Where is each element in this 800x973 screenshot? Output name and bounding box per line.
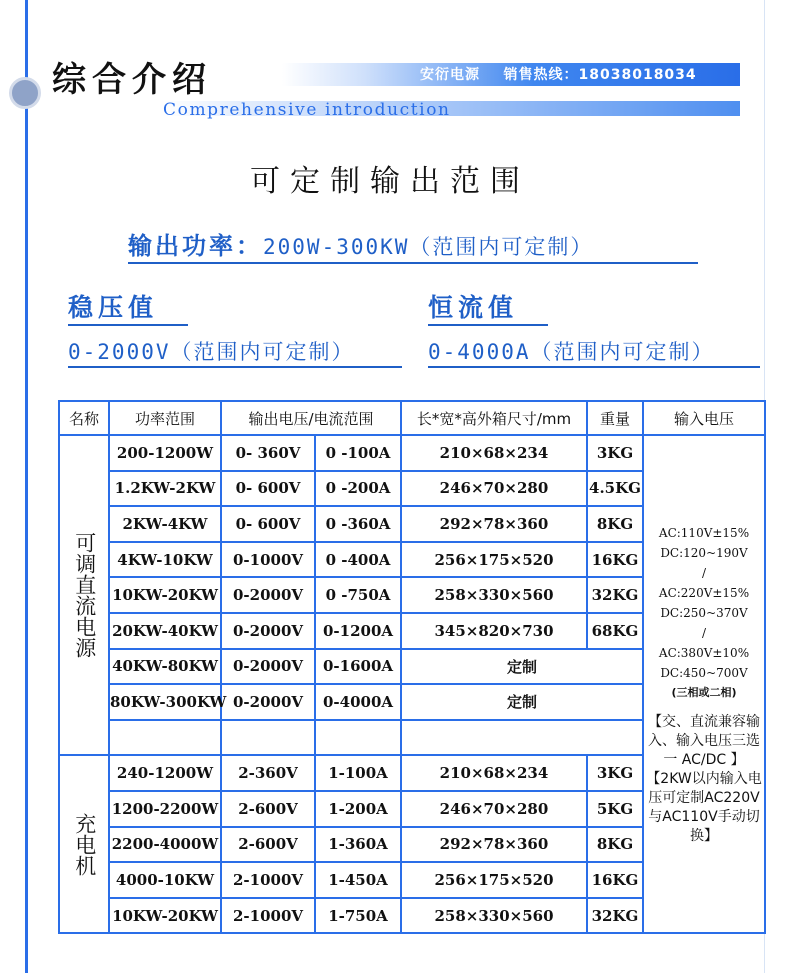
cell-current: 1-750A: [315, 898, 401, 934]
cell-custom: 定制: [401, 684, 643, 720]
cell-power: 4KW-10KW: [109, 542, 221, 578]
section-subtitle: Comprehensive introduction: [163, 100, 451, 120]
cell-voltage: 0-2000V: [221, 577, 315, 613]
input-voltage-note: [643, 435, 765, 933]
cell-power: 2KW-4KW: [109, 506, 221, 542]
cell-current: 1-450A: [315, 862, 401, 898]
cell-size: 256×175×520: [401, 862, 587, 898]
output-power-value: 200W-300KW（范围内可定制）: [263, 235, 594, 259]
output-power-line: [128, 226, 698, 264]
cell-weight: 8KG: [587, 827, 643, 863]
note-line: AC:220V±15%: [658, 585, 750, 600]
category-dc-power-supply: 可调直流电源: [59, 435, 109, 755]
cell-weight: 32KG: [587, 577, 643, 613]
cell-power: 10KW-20KW: [109, 898, 221, 934]
cell-size: 246×70×280: [401, 791, 587, 827]
cell-power: 10KW-20KW: [109, 577, 221, 613]
note-line: DC:120~190V: [660, 545, 748, 560]
cell-current: 1-200A: [315, 791, 401, 827]
header-weight: 重量: [587, 401, 643, 435]
cell-weight: 16KG: [587, 542, 643, 578]
cell-current: 1-100A: [315, 755, 401, 791]
hotline-label: 销售热线：: [503, 67, 579, 83]
cell-voltage: 0-2000V: [221, 684, 315, 720]
cell-weight: 16KG: [587, 862, 643, 898]
cell-voltage: 2-600V: [221, 791, 315, 827]
cell-size: 210×68×234: [401, 435, 587, 471]
cell-voltage: 0-1000V: [221, 542, 315, 578]
cell-current: 0-1600A: [315, 649, 401, 685]
cell-power: 40KW-80KW: [109, 649, 221, 685]
cell-power: 20KW-40KW: [109, 613, 221, 649]
note-line: AC:110V±15%: [658, 525, 750, 540]
cell-voltage: 0- 600V: [221, 471, 315, 507]
header-input-voltage: 输入电压: [643, 401, 765, 435]
category-charger: 充电机: [59, 755, 109, 933]
cell-size: 258×330×560: [401, 577, 587, 613]
cell-current: 0 -100A: [315, 435, 401, 471]
cell-voltage: 0- 360V: [221, 435, 315, 471]
cell-current: 1-360A: [315, 827, 401, 863]
table-row: [59, 435, 765, 471]
cell-current: 0-1200A: [315, 613, 401, 649]
contact-info: [420, 64, 697, 84]
constant-current-value: 0-4000A（范围内可定制）: [428, 336, 760, 368]
note-line: AC:380V±10%: [658, 645, 750, 660]
cell-size: 258×330×560: [401, 898, 587, 934]
cell-weight: 8KG: [587, 506, 643, 542]
note-line: DC:250~370V: [660, 605, 748, 620]
note-phase: (三相或二相): [671, 685, 737, 699]
cell-size: 246×70×280: [401, 471, 587, 507]
cell-power: 2200-4000W: [109, 827, 221, 863]
cell-current: 0-4000A: [315, 684, 401, 720]
cell-voltage: 2-360V: [221, 755, 315, 791]
cell-empty: [401, 720, 643, 756]
header-circle-ornament: [9, 77, 41, 109]
cell-current: 0 -360A: [315, 506, 401, 542]
spec-table: [58, 400, 766, 934]
cell-current: 0 -750A: [315, 577, 401, 613]
header-power: 功率范围: [109, 401, 221, 435]
cell-power: 1.2KW-2KW: [109, 471, 221, 507]
cell-custom: 定制: [401, 649, 643, 685]
cell-power: 240-1200W: [109, 755, 221, 791]
output-power-label: 输出功率：: [128, 232, 263, 260]
cell-size: 292×78×360: [401, 827, 587, 863]
cell-voltage: 0- 600V: [221, 506, 315, 542]
left-accent-line: [25, 0, 28, 973]
cell-power: 80KW-300KW: [109, 684, 221, 720]
cell-current: 0 -400A: [315, 542, 401, 578]
table-header-row: [59, 401, 765, 435]
cell-empty: [315, 720, 401, 756]
note-2kw-custom: 【2KW以内输入电压可定制AC220V与AC110V手动切换】: [646, 770, 762, 844]
cell-voltage: 2-1000V: [221, 862, 315, 898]
cell-size: 292×78×360: [401, 506, 587, 542]
cell-weight: 3KG: [587, 435, 643, 471]
cell-voltage: 0-2000V: [221, 649, 315, 685]
cell-weight: 32KG: [587, 898, 643, 934]
constant-current-label: 恒流值: [428, 288, 548, 326]
section-title: 综合介绍: [52, 60, 212, 100]
regulated-voltage-value: 0-2000V（范围内可定制）: [68, 336, 402, 368]
cell-power: 1200-2200W: [109, 791, 221, 827]
cell-power: 200-1200W: [109, 435, 221, 471]
note-line: DC:450~700V: [660, 665, 748, 680]
cell-weight: 5KG: [587, 791, 643, 827]
company-name: 安衍电源: [420, 67, 480, 83]
regulated-voltage-label: 稳压值: [68, 288, 188, 326]
cell-power: 4000-10KW: [109, 862, 221, 898]
header-voltage-current: 输出电压/电流范围: [221, 401, 401, 435]
note-ac-dc-compatible: 【交、直流兼容输入、输入电压三选一 AC/DC 】: [648, 713, 760, 768]
note-line: /: [701, 625, 707, 640]
cell-voltage: 2-600V: [221, 827, 315, 863]
cell-weight: 3KG: [587, 755, 643, 791]
cell-size: 345×820×730: [401, 613, 587, 649]
cell-weight: 68KG: [587, 613, 643, 649]
cell-size: 256×175×520: [401, 542, 587, 578]
cell-empty: [221, 720, 315, 756]
note-line: /: [701, 565, 707, 580]
header-size: 长*宽*高外箱尺寸/mm: [401, 401, 587, 435]
hotline-number: 18038018034: [578, 67, 697, 83]
page-title: 可定制输出范围: [250, 164, 530, 199]
cell-size: 210×68×234: [401, 755, 587, 791]
cell-current: 0 -200A: [315, 471, 401, 507]
cell-voltage: 2-1000V: [221, 898, 315, 934]
cell-weight: 4.5KG: [587, 471, 643, 507]
cell-voltage: 0-2000V: [221, 613, 315, 649]
cell-empty: [109, 720, 221, 756]
header-name: 名称: [59, 401, 109, 435]
